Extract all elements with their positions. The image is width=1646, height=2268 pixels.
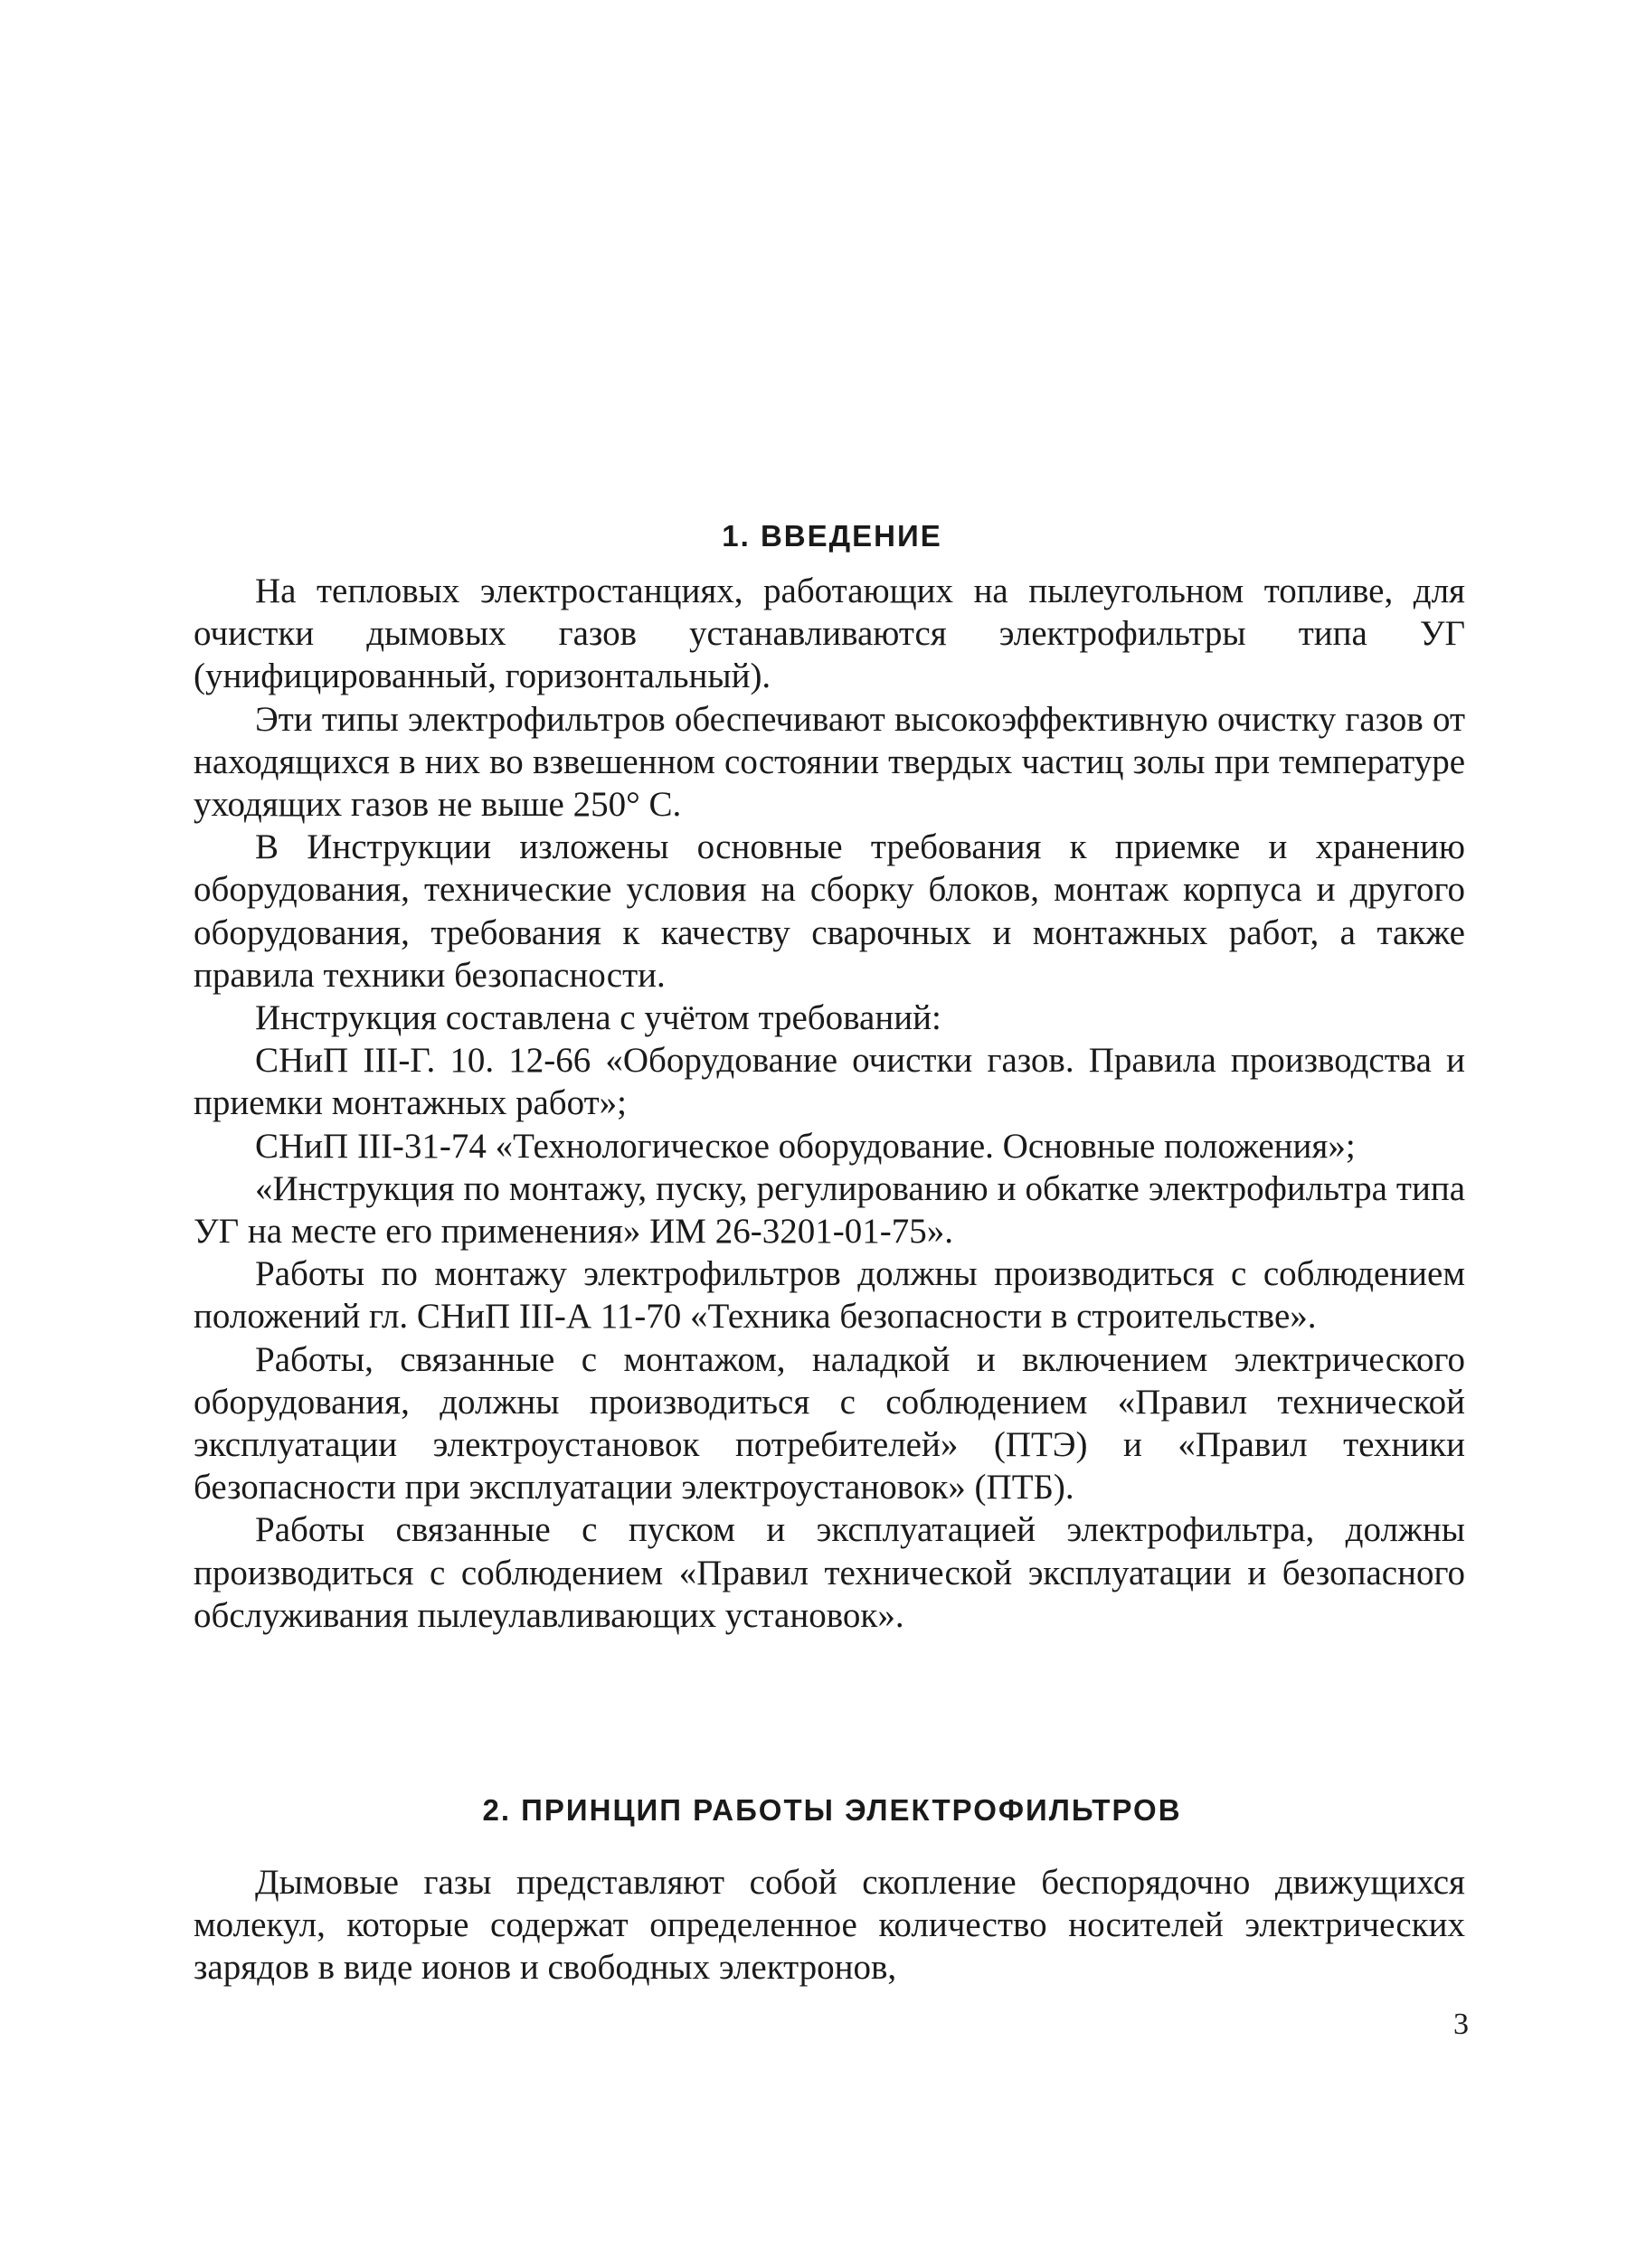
paragraph: Инструкция составлена с учётом требований: (255, 998, 941, 1038)
paragraph: Работы, связанные с монтажом, наладкой и включением электрического оборудования, должны производиться с соблюдением «Правил технической эксплуатации электроустановок потребителей» (ПТЭ) и «Правил техники безопасности при эксплуатации электроустановок» (ПТБ). (194, 1339, 1465, 1507)
page-number: 3 (1453, 2008, 1469, 2041)
paragraph: Работы по монтажу электрофильтров должны производиться с соблюдением положений гл. СНиП III-А 11-70 «Техника безопасности в строительстве». (194, 1254, 1465, 1337)
paragraph: Эти типы электрофильтров обеспечивают высокоэффективную очистку газов от находящихся в них во взвешенном состоянии твердых частиц золы при температуре уходящих газов не выше 250° С. (194, 699, 1465, 825)
paragraph: Работы связанные с пуском и эксплуатацией электрофильтра, должны производиться с соблюдением «Правил технической эксплуатации и безопасного обслуживания пылеулавливающих установок». (194, 1510, 1465, 1635)
paragraph: На тепловых электростанциях, работающих на пылеугольном топливе, для очистки дымовых газов устанавливаются электрофильтры типа УГ (унифицированный, горизонтальный). (194, 572, 1465, 696)
section-2-body (194, 1861, 1465, 1989)
paragraph: В Инструкции изложены основные требования к приемке и хранению оборудования, технические условия на сборку блоков, монтаж корпуса и другого оборудования, требования к качеству сварочных и монтажных работ, а также правила техники безопасности. (194, 827, 1465, 995)
section-2-heading: 2. ПРИНЦИП РАБОТЫ ЭЛЕКТРОФИЛЬТРОВ (482, 1793, 1182, 1827)
section-1-body (194, 570, 1465, 1637)
paragraph: СНиП III-Г. 10. 12-66 «Оборудование очистки газов. Правила производства и приемки монтажных работ»; (194, 1041, 1465, 1123)
section-1-heading: 1. ВВЕДЕНИЕ (722, 519, 942, 553)
paragraph: «Инструкция по монтажу, пуску, регулированию и обкатке электрофильтра типа УГ на месте его применения» ИМ 26-3201-01-75». (194, 1168, 1465, 1252)
paragraph: СНиП III-31-74 «Технологическое оборудование. Основные положения»; (255, 1126, 1356, 1166)
paragraph: Дымовые газы представляют собой скопление беспорядочно движущихся молекул, которые содержат определенное количество носителей электрических зарядов в виде ионов и свободных электронов, (194, 1863, 1465, 1988)
